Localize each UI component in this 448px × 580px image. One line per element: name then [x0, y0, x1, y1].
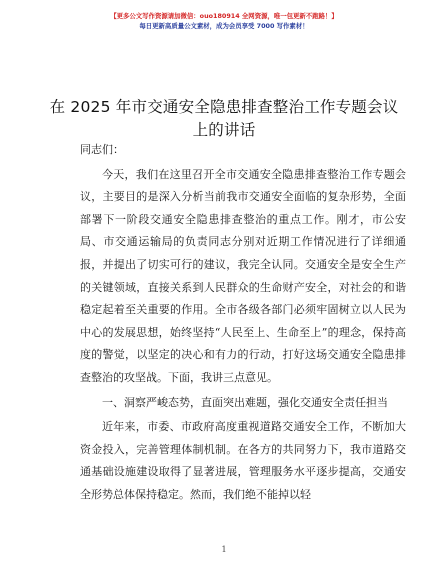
- document-title: 在 2025 年市交通安全隐患排查整治工作专题会议上的讲话: [49, 98, 399, 139]
- page-number: 1: [221, 545, 227, 554]
- section-heading: 一、洞察严峻态势，直面突出难题，强化交通安全责任担当: [102, 395, 388, 409]
- promo-banner-line-1: 【更多公文写作资源请加微信：ouo180914 全网资源，唯一包更新不跑路！】: [110, 12, 338, 20]
- promo-banner: [0, 12, 448, 32]
- body-paragraph: 今天，我们在这里召开全市交通安全隐患排查整治工作专题会议，主要目的是深入分析当前我市交通安全面临的复杂形势，全面部署下一阶段交通安全隐患排查整治的重点工作。刚才，市公安局、市交通运输局的负责同志分别对近期工作情况进行了详细通报，并提出了切实可行的建议，我完全认同。交通安全是安全生产的关键领域，直接关系到人民群众的生命财产安全，对社会的和谐稳定起着至关重要的作用。全市各级各部门必须牢固树立以人民为中心的发展思想，始终坚持“人民至上、生命至上”的理念，保持高度的警觉，以坚定的决心和有力的行动，打好这场交通安全隐患排查整治的攻坚战。下面，我讲三点意见。: [80, 167, 406, 384]
- document-body: [80, 139, 406, 509]
- greeting: 同志们：: [80, 143, 124, 156]
- promo-banner-line-2: 每日更新高质量公文素材，成为会员享受 7000 写作素材！: [139, 22, 309, 30]
- section-paragraph: 近年来，市委、市政府高度重视道路交通安全工作，不断加大资金投入，完善管理体制机制。在各方的共同努力下，我市道路交通基础设施建设取得了显著进展，管理服务水平逐步提高，交通安全形势总体保持稳定。然而，我们绝不能掉以轻: [80, 420, 406, 501]
